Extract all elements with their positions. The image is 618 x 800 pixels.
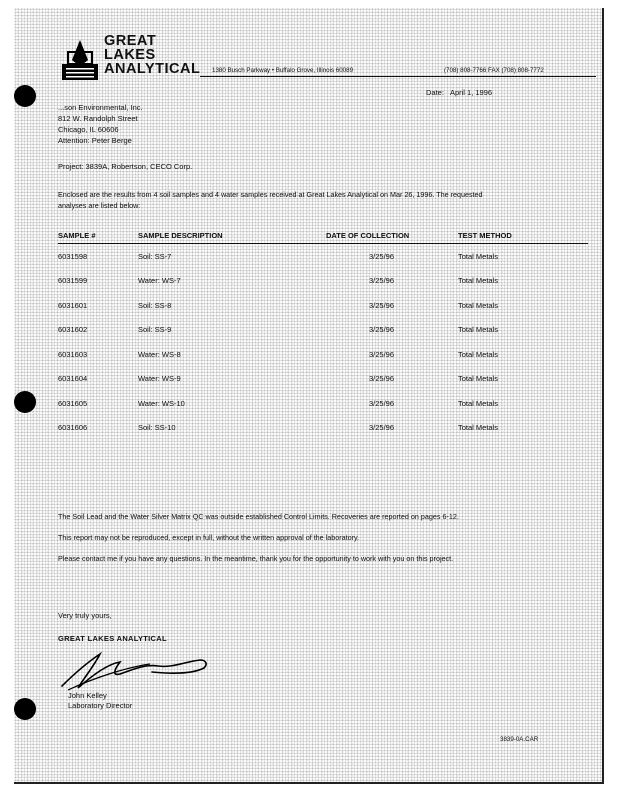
intro-paragraph: Enclosed are the results from 4 soil samples and 4 water samples received at Great Lakes Analytical on Mar 26, 1996. The requested analyses are listed below: bbox=[58, 190, 483, 210]
collection-date: 3/25/96 bbox=[368, 423, 394, 433]
table-row bbox=[58, 318, 588, 343]
letterhead-address: 1380 Busch Parkway • Buffalo Grove, Illinois 60089 bbox=[212, 67, 354, 74]
logo-line-2: LAKES bbox=[104, 47, 156, 63]
salutation: Very truly yours, bbox=[58, 611, 112, 620]
firm-name: GREAT LAKES ANALYTICAL bbox=[58, 634, 167, 643]
test-method: Total Metals bbox=[458, 423, 499, 433]
test-method: Total Metals bbox=[458, 251, 499, 261]
table-row bbox=[58, 367, 588, 392]
sample-id: 6031602 bbox=[58, 325, 88, 335]
sample-id: 6031601 bbox=[58, 300, 88, 310]
company-logo bbox=[60, 34, 200, 82]
letterhead-rule bbox=[200, 76, 596, 77]
contact-note: Please contact me if you have any questions. In the meantime, thank you for the opportunity to work with you on this project. bbox=[58, 554, 454, 563]
letterhead-phone-fax: (708) 808-7766 FAX (708) 808-7772 bbox=[444, 67, 544, 74]
binder-hole-bottom bbox=[14, 698, 36, 720]
sample-description: Soil: SS-8 bbox=[138, 300, 172, 310]
letter-date bbox=[426, 88, 492, 97]
closing-block bbox=[58, 611, 167, 643]
notes-section bbox=[58, 511, 528, 574]
logo-line-3: ANALYTICAL bbox=[104, 61, 201, 77]
sample-id: 6031606 bbox=[58, 423, 88, 433]
recipient-line: ...son Environmental, Inc. bbox=[58, 103, 143, 112]
samples-table bbox=[58, 231, 588, 440]
header-date-of-collection: DATE OF COLLECTION bbox=[326, 231, 458, 244]
collection-date: 3/25/96 bbox=[368, 374, 394, 384]
recipient-line: Attention: Peter Berge bbox=[58, 136, 132, 145]
header-sample-number: SAMPLE # bbox=[58, 231, 138, 244]
collection-date: 3/25/96 bbox=[368, 276, 394, 286]
sample-id: 6031599 bbox=[58, 276, 88, 286]
document-code: 3839-0A.CAR bbox=[500, 736, 539, 743]
sample-id: 6031605 bbox=[58, 398, 88, 408]
collection-date: 3/25/96 bbox=[368, 349, 394, 359]
table-row bbox=[58, 244, 588, 269]
table-row bbox=[58, 293, 588, 318]
test-method: Total Metals bbox=[458, 325, 499, 335]
table-row bbox=[58, 342, 588, 367]
collection-date: 3/25/96 bbox=[368, 325, 394, 335]
reproduction-note: This report may not be reproduced, except in full, without the written approval of the laboratory. bbox=[58, 533, 360, 542]
sample-description: Water: WS-9 bbox=[138, 374, 181, 384]
sample-id: 6031604 bbox=[58, 374, 88, 384]
collection-date: 3/25/96 bbox=[368, 398, 394, 408]
logo-tower-icon bbox=[60, 38, 100, 80]
table-header-row bbox=[58, 231, 588, 244]
header-sample-description: SAMPLE DESCRIPTION bbox=[138, 231, 326, 244]
table-row bbox=[58, 269, 588, 294]
header-test-method: TEST METHOD bbox=[458, 231, 588, 244]
sample-description: Soil: SS-7 bbox=[138, 251, 172, 261]
test-method: Total Metals bbox=[458, 276, 499, 286]
binder-hole-top bbox=[14, 85, 36, 107]
sample-id: 6031603 bbox=[58, 349, 88, 359]
qc-note: The Soil Lead and the Water Silver Matrix QC was outside established Control Limits. Recoveries are reported on pages 6-12. bbox=[58, 512, 459, 521]
table-row bbox=[58, 416, 588, 441]
logo-line-1: GREAT bbox=[104, 33, 157, 49]
logo-wordmark bbox=[104, 34, 200, 76]
sample-description: Water: WS-10 bbox=[138, 398, 185, 408]
collection-date: 3/25/96 bbox=[368, 251, 394, 261]
signer-title: Laboratory Director bbox=[68, 701, 133, 710]
table-row bbox=[58, 391, 588, 416]
recipient-address bbox=[58, 102, 143, 146]
letter-page bbox=[14, 8, 604, 784]
binder-hole-middle bbox=[14, 391, 36, 413]
sample-id: 6031598 bbox=[58, 251, 88, 261]
collection-date: 3/25/96 bbox=[368, 300, 394, 310]
sample-description: Water: WS-8 bbox=[138, 349, 181, 359]
date-value: April 1, 1996 bbox=[449, 88, 493, 97]
sample-description: Soil: SS-10 bbox=[138, 423, 176, 433]
test-method: Total Metals bbox=[458, 349, 499, 359]
recipient-line: 812 W. Randolph Street bbox=[58, 114, 138, 123]
test-method: Total Metals bbox=[458, 300, 499, 310]
sample-description: Water: WS-7 bbox=[138, 276, 181, 286]
date-label: Date: bbox=[426, 88, 444, 97]
recipient-line: Chicago, IL 60606 bbox=[58, 125, 119, 134]
handwritten-signature bbox=[54, 644, 229, 692]
signer-block bbox=[68, 691, 132, 711]
sample-description: Soil: SS-9 bbox=[138, 325, 172, 335]
signer-name: John Kelley bbox=[68, 691, 107, 700]
test-method: Total Metals bbox=[458, 374, 499, 384]
test-method: Total Metals bbox=[458, 398, 499, 408]
project-line: Project: 3839A, Robertson, CECO Corp. bbox=[58, 162, 193, 171]
